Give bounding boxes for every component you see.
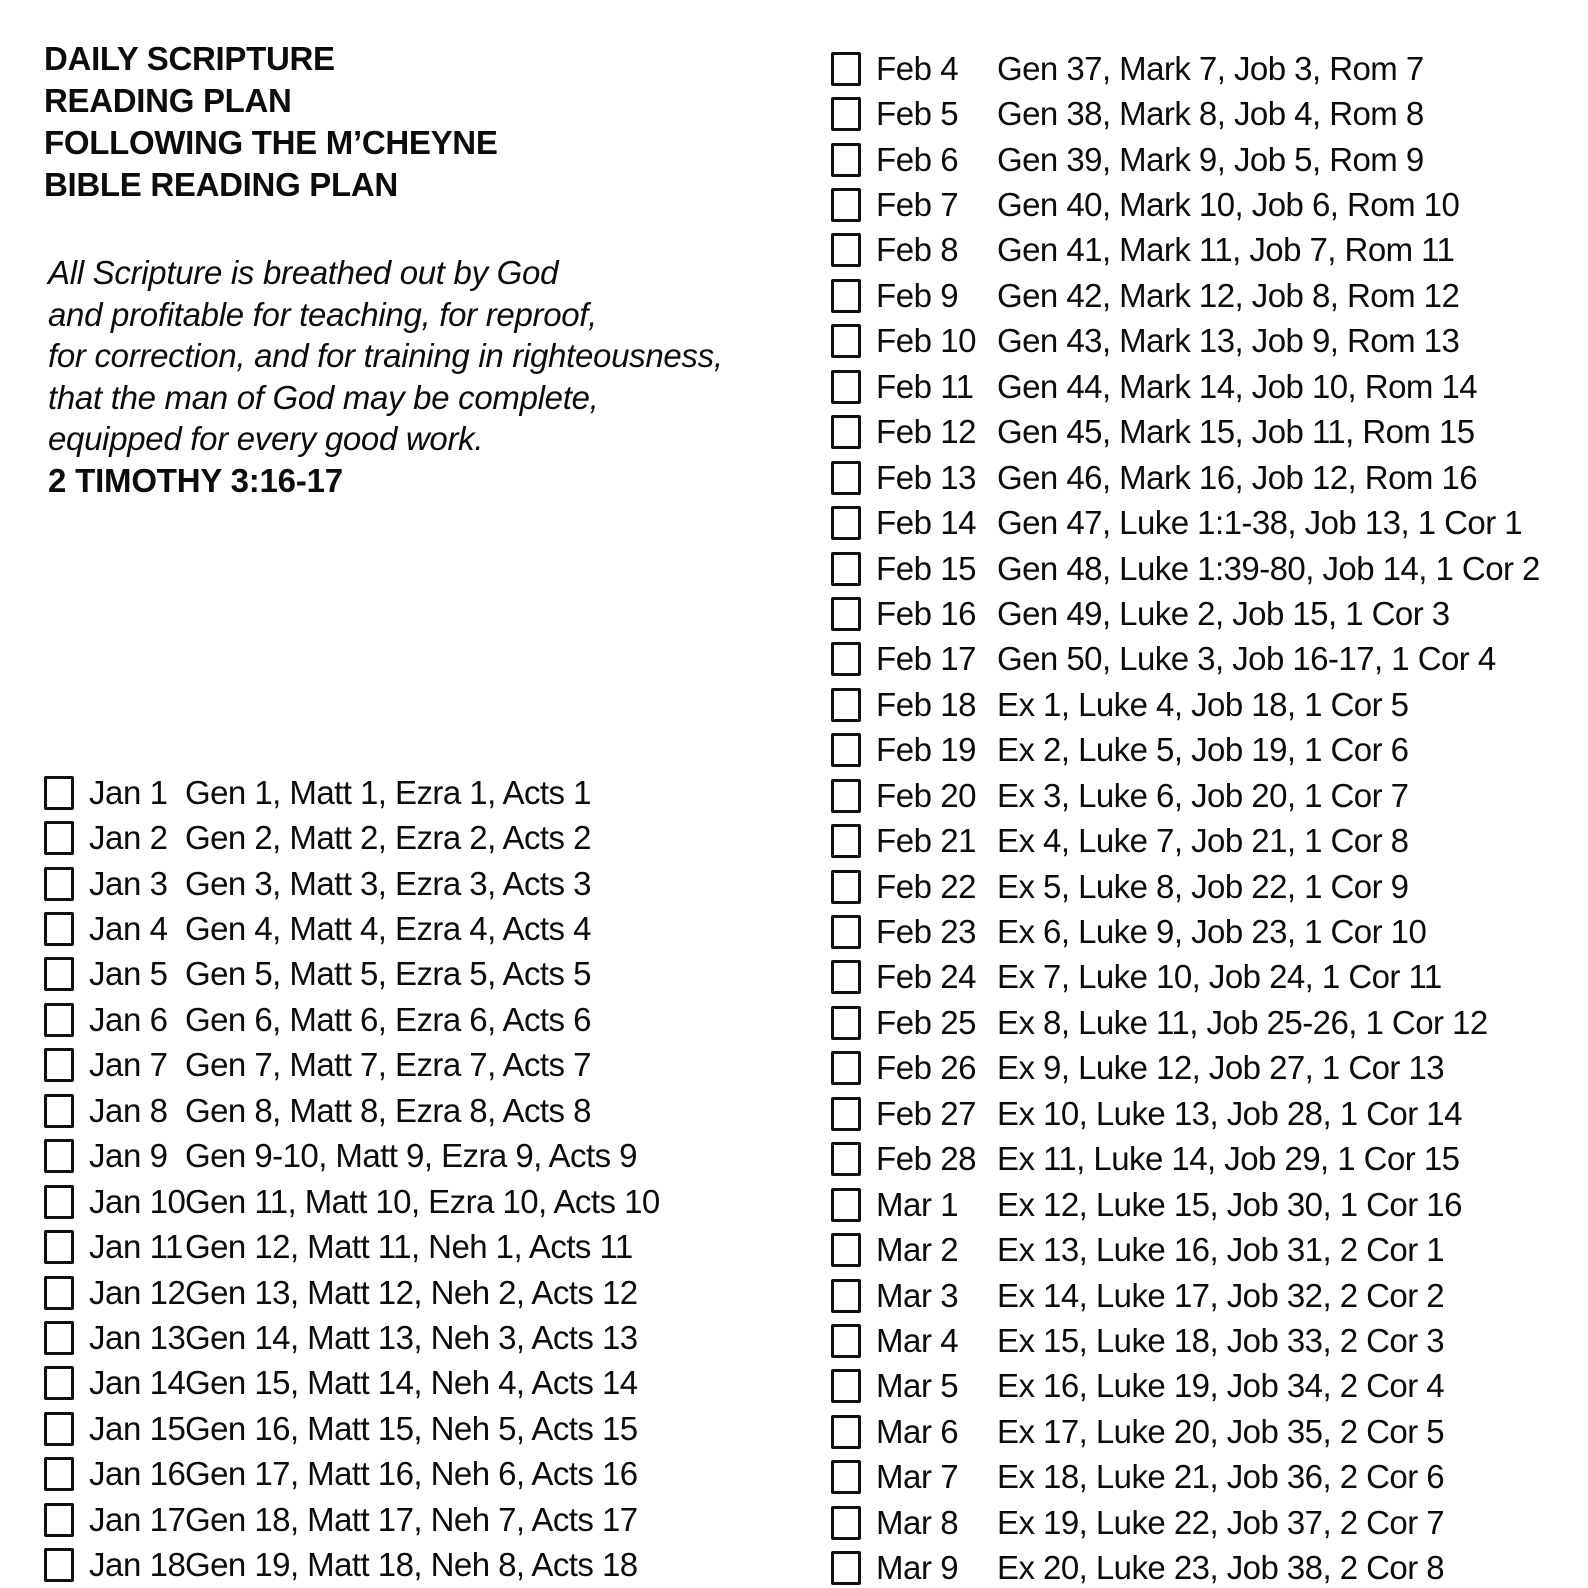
day-checkbox[interactable] [831, 1051, 861, 1085]
reading-plan-row [44, 1224, 660, 1269]
row-readings-text: Gen 47, Luke 1:1-38, Job 13, 1 Cor 1 [997, 504, 1523, 542]
day-checkbox[interactable] [44, 1094, 74, 1128]
reading-plan-row [831, 46, 1540, 91]
row-date-label: Feb 20 [876, 776, 977, 814]
reading-plan-row [831, 364, 1540, 409]
reading-plan-row [831, 909, 1540, 954]
day-checkbox[interactable] [831, 506, 861, 540]
day-checkbox[interactable] [831, 188, 861, 222]
row-date-label: Jan 12 [89, 1273, 186, 1311]
row-date-label: Feb 12 [876, 413, 977, 451]
row-date-label: Feb 14 [876, 504, 977, 542]
row-date-label: Mar 3 [876, 1276, 959, 1314]
reading-plan-row [831, 1227, 1540, 1272]
day-checkbox[interactable] [831, 824, 861, 858]
row-readings-text: Gen 49, Luke 2, Job 15, 1 Cor 3 [997, 594, 1450, 632]
day-checkbox[interactable] [831, 1279, 861, 1313]
row-readings-text: Gen 2, Matt 2, Ezra 2, Acts 2 [185, 819, 591, 857]
reading-plan-row [831, 455, 1540, 500]
row-readings-text: Ex 14, Luke 17, Job 32, 2 Cor 2 [997, 1276, 1445, 1314]
day-checkbox[interactable] [831, 1188, 861, 1222]
day-checkbox[interactable] [831, 597, 861, 631]
day-checkbox[interactable] [44, 1321, 74, 1355]
february-march-reading-list [831, 46, 1540, 1588]
row-readings-text: Gen 44, Mark 14, Job 10, Rom 14 [997, 367, 1478, 405]
row-date-label: Feb 28 [876, 1140, 977, 1178]
row-readings-text: Gen 8, Matt 8, Ezra 8, Acts 8 [185, 1091, 591, 1129]
row-readings-text: Gen 37, Mark 7, Job 3, Rom 7 [997, 49, 1424, 87]
row-readings-text: Gen 48, Luke 1:39-80, Job 14, 1 Cor 2 [997, 549, 1540, 587]
row-readings-text: Gen 18, Matt 17, Neh 7, Acts 17 [185, 1500, 638, 1538]
row-date-label: Feb 13 [876, 458, 977, 496]
row-date-label: Jan 15 [89, 1409, 186, 1447]
reading-plan-row [44, 1315, 660, 1360]
reading-plan-row [831, 91, 1540, 136]
reading-plan-row [831, 1273, 1540, 1318]
row-date-label: Jan 17 [89, 1500, 186, 1538]
row-readings-text: Ex 6, Luke 9, Job 23, 1 Cor 10 [997, 913, 1427, 951]
row-readings-text: Ex 18, Luke 21, Job 36, 2 Cor 6 [997, 1458, 1445, 1496]
reading-plan-row [44, 1542, 660, 1587]
row-date-label: Jan 8 [89, 1091, 168, 1129]
reading-plan-row [831, 1046, 1540, 1091]
reading-plan-row [831, 864, 1540, 909]
row-date-label: Jan 16 [89, 1455, 186, 1493]
day-checkbox[interactable] [831, 143, 861, 177]
reading-plan-row [44, 906, 660, 951]
day-checkbox[interactable] [831, 915, 861, 949]
row-date-label: Feb 8 [876, 231, 959, 269]
row-date-label: Feb 26 [876, 1049, 977, 1087]
row-date-label: Feb 10 [876, 322, 977, 360]
day-checkbox[interactable] [44, 821, 74, 855]
reading-plan-row [44, 1452, 660, 1497]
row-readings-text: Ex 12, Luke 15, Job 30, 1 Cor 16 [997, 1185, 1462, 1223]
row-date-label: Feb 18 [876, 685, 977, 723]
day-checkbox[interactable] [831, 461, 861, 495]
reading-plan-row [44, 1406, 660, 1451]
day-checkbox[interactable] [831, 1415, 861, 1449]
title-line: READING PLAN [44, 82, 292, 119]
row-date-label: Jan 2 [89, 819, 168, 857]
row-readings-text: Gen 50, Luke 3, Job 16-17, 1 Cor 4 [997, 640, 1496, 678]
reading-plan-row [44, 770, 660, 815]
reading-plan-row [44, 997, 660, 1042]
row-date-label: Feb 21 [876, 822, 977, 860]
reading-plan-row [44, 1497, 660, 1542]
day-checkbox[interactable] [831, 642, 861, 676]
row-readings-text: Gen 19, Matt 18, Neh 8, Acts 18 [185, 1546, 638, 1584]
reading-plan-row [831, 818, 1540, 863]
row-readings-text: Ex 20, Luke 23, Job 38, 2 Cor 8 [997, 1549, 1445, 1587]
reading-plan-row [44, 1134, 660, 1179]
quote-line: that the man of God may be complete, [48, 378, 599, 416]
row-date-label: Jan 14 [89, 1364, 186, 1402]
row-date-label: Jan 11 [89, 1228, 183, 1266]
row-date-label: Feb 4 [876, 49, 959, 87]
reading-plan-row [44, 1043, 660, 1088]
row-date-label: Mar 5 [876, 1367, 959, 1405]
title-line: FOLLOWING THE M’CHEYNE [44, 124, 498, 161]
row-date-label: Jan 1 [89, 773, 168, 811]
row-readings-text: Ex 9, Luke 12, Job 27, 1 Cor 13 [997, 1049, 1445, 1087]
day-checkbox[interactable] [831, 370, 861, 404]
row-readings-text: Gen 41, Mark 11, Job 7, Rom 11 [997, 231, 1455, 269]
reading-plan-row [831, 1137, 1540, 1182]
row-readings-text: Gen 15, Matt 14, Neh 4, Acts 14 [185, 1364, 638, 1402]
day-checkbox[interactable] [831, 97, 861, 131]
row-readings-text: Gen 46, Mark 16, Job 12, Rom 16 [997, 458, 1478, 496]
row-date-label: Mar 2 [876, 1231, 959, 1269]
scripture-reference: 2 TIMOTHY 3:16-17 [48, 461, 343, 499]
reading-plan-row [44, 1361, 660, 1406]
day-checkbox[interactable] [831, 1369, 861, 1403]
reading-plan-row [831, 182, 1540, 227]
title-line: BIBLE READING PLAN [44, 166, 398, 203]
row-date-label: Feb 16 [876, 594, 977, 632]
row-readings-text: Gen 17, Matt 16, Neh 6, Acts 16 [185, 1455, 638, 1493]
reading-plan-row [831, 319, 1540, 364]
row-readings-text: Ex 15, Luke 18, Job 33, 2 Cor 3 [997, 1321, 1445, 1359]
reading-plan-row [44, 1088, 660, 1133]
row-date-label: Mar 9 [876, 1549, 959, 1587]
row-date-label: Feb 24 [876, 958, 977, 996]
day-checkbox[interactable] [831, 1097, 861, 1131]
row-date-label: Mar 8 [876, 1503, 959, 1541]
reading-plan-row [831, 955, 1540, 1000]
day-checkbox[interactable] [831, 1551, 861, 1585]
reading-plan-row [831, 500, 1540, 545]
row-date-label: Jan 10 [89, 1182, 186, 1220]
day-checkbox[interactable] [44, 776, 74, 810]
row-date-label: Mar 1 [876, 1185, 959, 1223]
row-date-label: Feb 15 [876, 549, 977, 587]
row-readings-text: Gen 11, Matt 10, Ezra 10, Acts 10 [185, 1182, 660, 1220]
row-readings-text: Ex 17, Luke 20, Job 35, 2 Cor 5 [997, 1412, 1445, 1450]
day-checkbox[interactable] [44, 1048, 74, 1082]
day-checkbox[interactable] [831, 415, 861, 449]
day-checkbox[interactable] [44, 912, 74, 946]
row-readings-text: Ex 7, Luke 10, Job 24, 1 Cor 11 [997, 958, 1442, 996]
row-date-label: Jan 18 [89, 1546, 186, 1584]
day-checkbox[interactable] [831, 324, 861, 358]
reading-plan-row [831, 1000, 1540, 1045]
row-readings-text: Gen 45, Mark 15, Job 11, Rom 15 [997, 413, 1475, 451]
row-readings-text: Ex 3, Luke 6, Job 20, 1 Cor 7 [997, 776, 1409, 814]
quote-line: for correction, and for training in righteousness, [48, 337, 723, 374]
row-date-label: Feb 7 [876, 186, 959, 224]
day-checkbox[interactable] [44, 1503, 74, 1537]
row-readings-text: Gen 6, Matt 6, Ezra 6, Acts 6 [185, 1000, 591, 1038]
day-checkbox[interactable] [831, 779, 861, 813]
row-readings-text: Gen 4, Matt 4, Ezra 4, Acts 4 [185, 910, 591, 948]
row-readings-text: Gen 16, Matt 15, Neh 5, Acts 15 [185, 1409, 638, 1447]
row-readings-text: Ex 8, Luke 11, Job 25-26, 1 Cor 12 [997, 1003, 1488, 1041]
row-readings-text: Gen 39, Mark 9, Job 5, Rom 9 [997, 140, 1424, 178]
reading-plan-row [44, 1270, 660, 1315]
quote-line: All Scripture is breathed out by God [48, 254, 559, 291]
day-checkbox[interactable] [831, 1233, 861, 1267]
row-readings-text: Ex 10, Luke 13, Job 28, 1 Cor 14 [997, 1094, 1462, 1132]
day-checkbox[interactable] [44, 957, 74, 991]
row-readings-text: Ex 1, Luke 4, Job 18, 1 Cor 5 [997, 685, 1409, 723]
reading-plan-row [831, 1409, 1540, 1454]
day-checkbox[interactable] [831, 1324, 861, 1358]
row-date-label: Mar 7 [876, 1458, 959, 1496]
day-checkbox[interactable] [44, 1412, 74, 1446]
row-readings-text: Ex 16, Luke 19, Job 34, 2 Cor 4 [997, 1367, 1445, 1405]
row-readings-text: Gen 1, Matt 1, Ezra 1, Acts 1 [185, 773, 591, 811]
reading-plan-row [831, 1182, 1540, 1227]
row-date-label: Feb 23 [876, 913, 977, 951]
row-readings-text: Gen 12, Matt 11, Neh 1, Acts 11 [185, 1228, 633, 1266]
row-readings-text: Ex 11, Luke 14, Job 29, 1 Cor 15 [997, 1140, 1460, 1178]
row-readings-text: Gen 5, Matt 5, Ezra 5, Acts 5 [185, 955, 591, 993]
day-checkbox[interactable] [831, 233, 861, 267]
row-readings-text: Gen 13, Matt 12, Neh 2, Acts 12 [185, 1273, 638, 1311]
reading-plan-row [831, 1455, 1540, 1500]
reading-plan-row [831, 1545, 1540, 1588]
row-readings-text: Gen 7, Matt 7, Ezra 7, Acts 7 [185, 1046, 591, 1084]
reading-plan-row [831, 228, 1540, 273]
reading-plan-row [44, 815, 660, 860]
row-readings-text: Ex 5, Luke 8, Job 22, 1 Cor 9 [997, 867, 1409, 905]
row-date-label: Jan 5 [89, 955, 168, 993]
reading-plan-row [831, 1091, 1540, 1136]
row-date-label: Jan 9 [89, 1137, 168, 1175]
row-readings-text: Ex 19, Luke 22, Job 37, 2 Cor 7 [997, 1503, 1445, 1541]
row-date-label: Jan 3 [89, 864, 168, 902]
scripture-quote [48, 252, 723, 501]
reading-plan-row [44, 1179, 660, 1224]
day-checkbox[interactable] [44, 867, 74, 901]
reading-plan-row [831, 546, 1540, 591]
row-readings-text: Ex 4, Luke 7, Job 21, 1 Cor 8 [997, 822, 1409, 860]
reading-plan-row [831, 1500, 1540, 1545]
row-readings-text: Gen 9-10, Matt 9, Ezra 9, Acts 9 [185, 1137, 637, 1175]
day-checkbox[interactable] [44, 1457, 74, 1491]
row-readings-text: Ex 13, Luke 16, Job 31, 2 Cor 1 [997, 1231, 1445, 1269]
row-date-label: Jan 13 [89, 1318, 186, 1356]
row-date-label: Feb 6 [876, 140, 959, 178]
day-checkbox[interactable] [831, 552, 861, 586]
title-line: DAILY SCRIPTURE [44, 40, 335, 77]
quote-line: equipped for every good work. [48, 420, 484, 457]
reading-plan-row [44, 952, 660, 997]
reading-plan-row [831, 682, 1540, 727]
row-date-label: Feb 17 [876, 640, 977, 678]
day-checkbox[interactable] [831, 1460, 861, 1494]
day-checkbox[interactable] [831, 279, 861, 313]
row-date-label: Feb 5 [876, 95, 959, 133]
reading-plan-row [831, 773, 1540, 818]
reading-plan-row [831, 1364, 1540, 1409]
row-date-label: Feb 11 [876, 367, 974, 405]
day-checkbox[interactable] [44, 1548, 74, 1582]
row-date-label: Feb 9 [876, 276, 959, 314]
row-date-label: Feb 22 [876, 867, 977, 905]
row-date-label: Jan 4 [89, 910, 168, 948]
reading-plan-row [831, 637, 1540, 682]
day-checkbox[interactable] [44, 1139, 74, 1173]
day-checkbox[interactable] [831, 1142, 861, 1176]
row-readings-text: Gen 38, Mark 8, Job 4, Rom 8 [997, 95, 1424, 133]
row-readings-text: Ex 2, Luke 5, Job 19, 1 Cor 6 [997, 731, 1409, 769]
row-date-label: Feb 25 [876, 1003, 977, 1041]
day-checkbox[interactable] [44, 1230, 74, 1264]
day-checkbox[interactable] [831, 1006, 861, 1040]
day-checkbox[interactable] [831, 1506, 861, 1540]
day-checkbox[interactable] [831, 870, 861, 904]
row-date-label: Jan 7 [89, 1046, 168, 1084]
page-title [44, 38, 498, 206]
day-checkbox[interactable] [44, 1003, 74, 1037]
row-readings-text: Gen 14, Matt 13, Neh 3, Acts 13 [185, 1318, 638, 1356]
reading-plan-row [831, 591, 1540, 636]
reading-plan-row [831, 728, 1540, 773]
day-checkbox[interactable] [44, 1366, 74, 1400]
row-date-label: Mar 4 [876, 1321, 959, 1359]
day-checkbox[interactable] [44, 1276, 74, 1310]
day-checkbox[interactable] [831, 52, 861, 86]
reading-plan-row [831, 273, 1540, 318]
reading-plan-row [831, 137, 1540, 182]
reading-plan-row [831, 1318, 1540, 1363]
january-reading-list [44, 770, 660, 1588]
row-date-label: Feb 27 [876, 1094, 977, 1132]
row-readings-text: Gen 40, Mark 10, Job 6, Rom 10 [997, 186, 1460, 224]
row-readings-text: Gen 43, Mark 13, Job 9, Rom 13 [997, 322, 1460, 360]
day-checkbox[interactable] [831, 733, 861, 767]
row-date-label: Mar 6 [876, 1412, 959, 1450]
quote-line: and profitable for teaching, for reproof, [48, 295, 598, 333]
row-date-label: Feb 19 [876, 731, 977, 769]
day-checkbox[interactable] [831, 688, 861, 722]
reading-plan-row [44, 861, 660, 906]
reading-plan-row [831, 410, 1540, 455]
day-checkbox[interactable] [831, 960, 861, 994]
row-readings-text: Gen 42, Mark 12, Job 8, Rom 12 [997, 276, 1460, 314]
day-checkbox[interactable] [44, 1185, 74, 1219]
row-readings-text: Gen 3, Matt 3, Ezra 3, Acts 3 [185, 864, 591, 902]
row-date-label: Jan 6 [89, 1000, 168, 1038]
